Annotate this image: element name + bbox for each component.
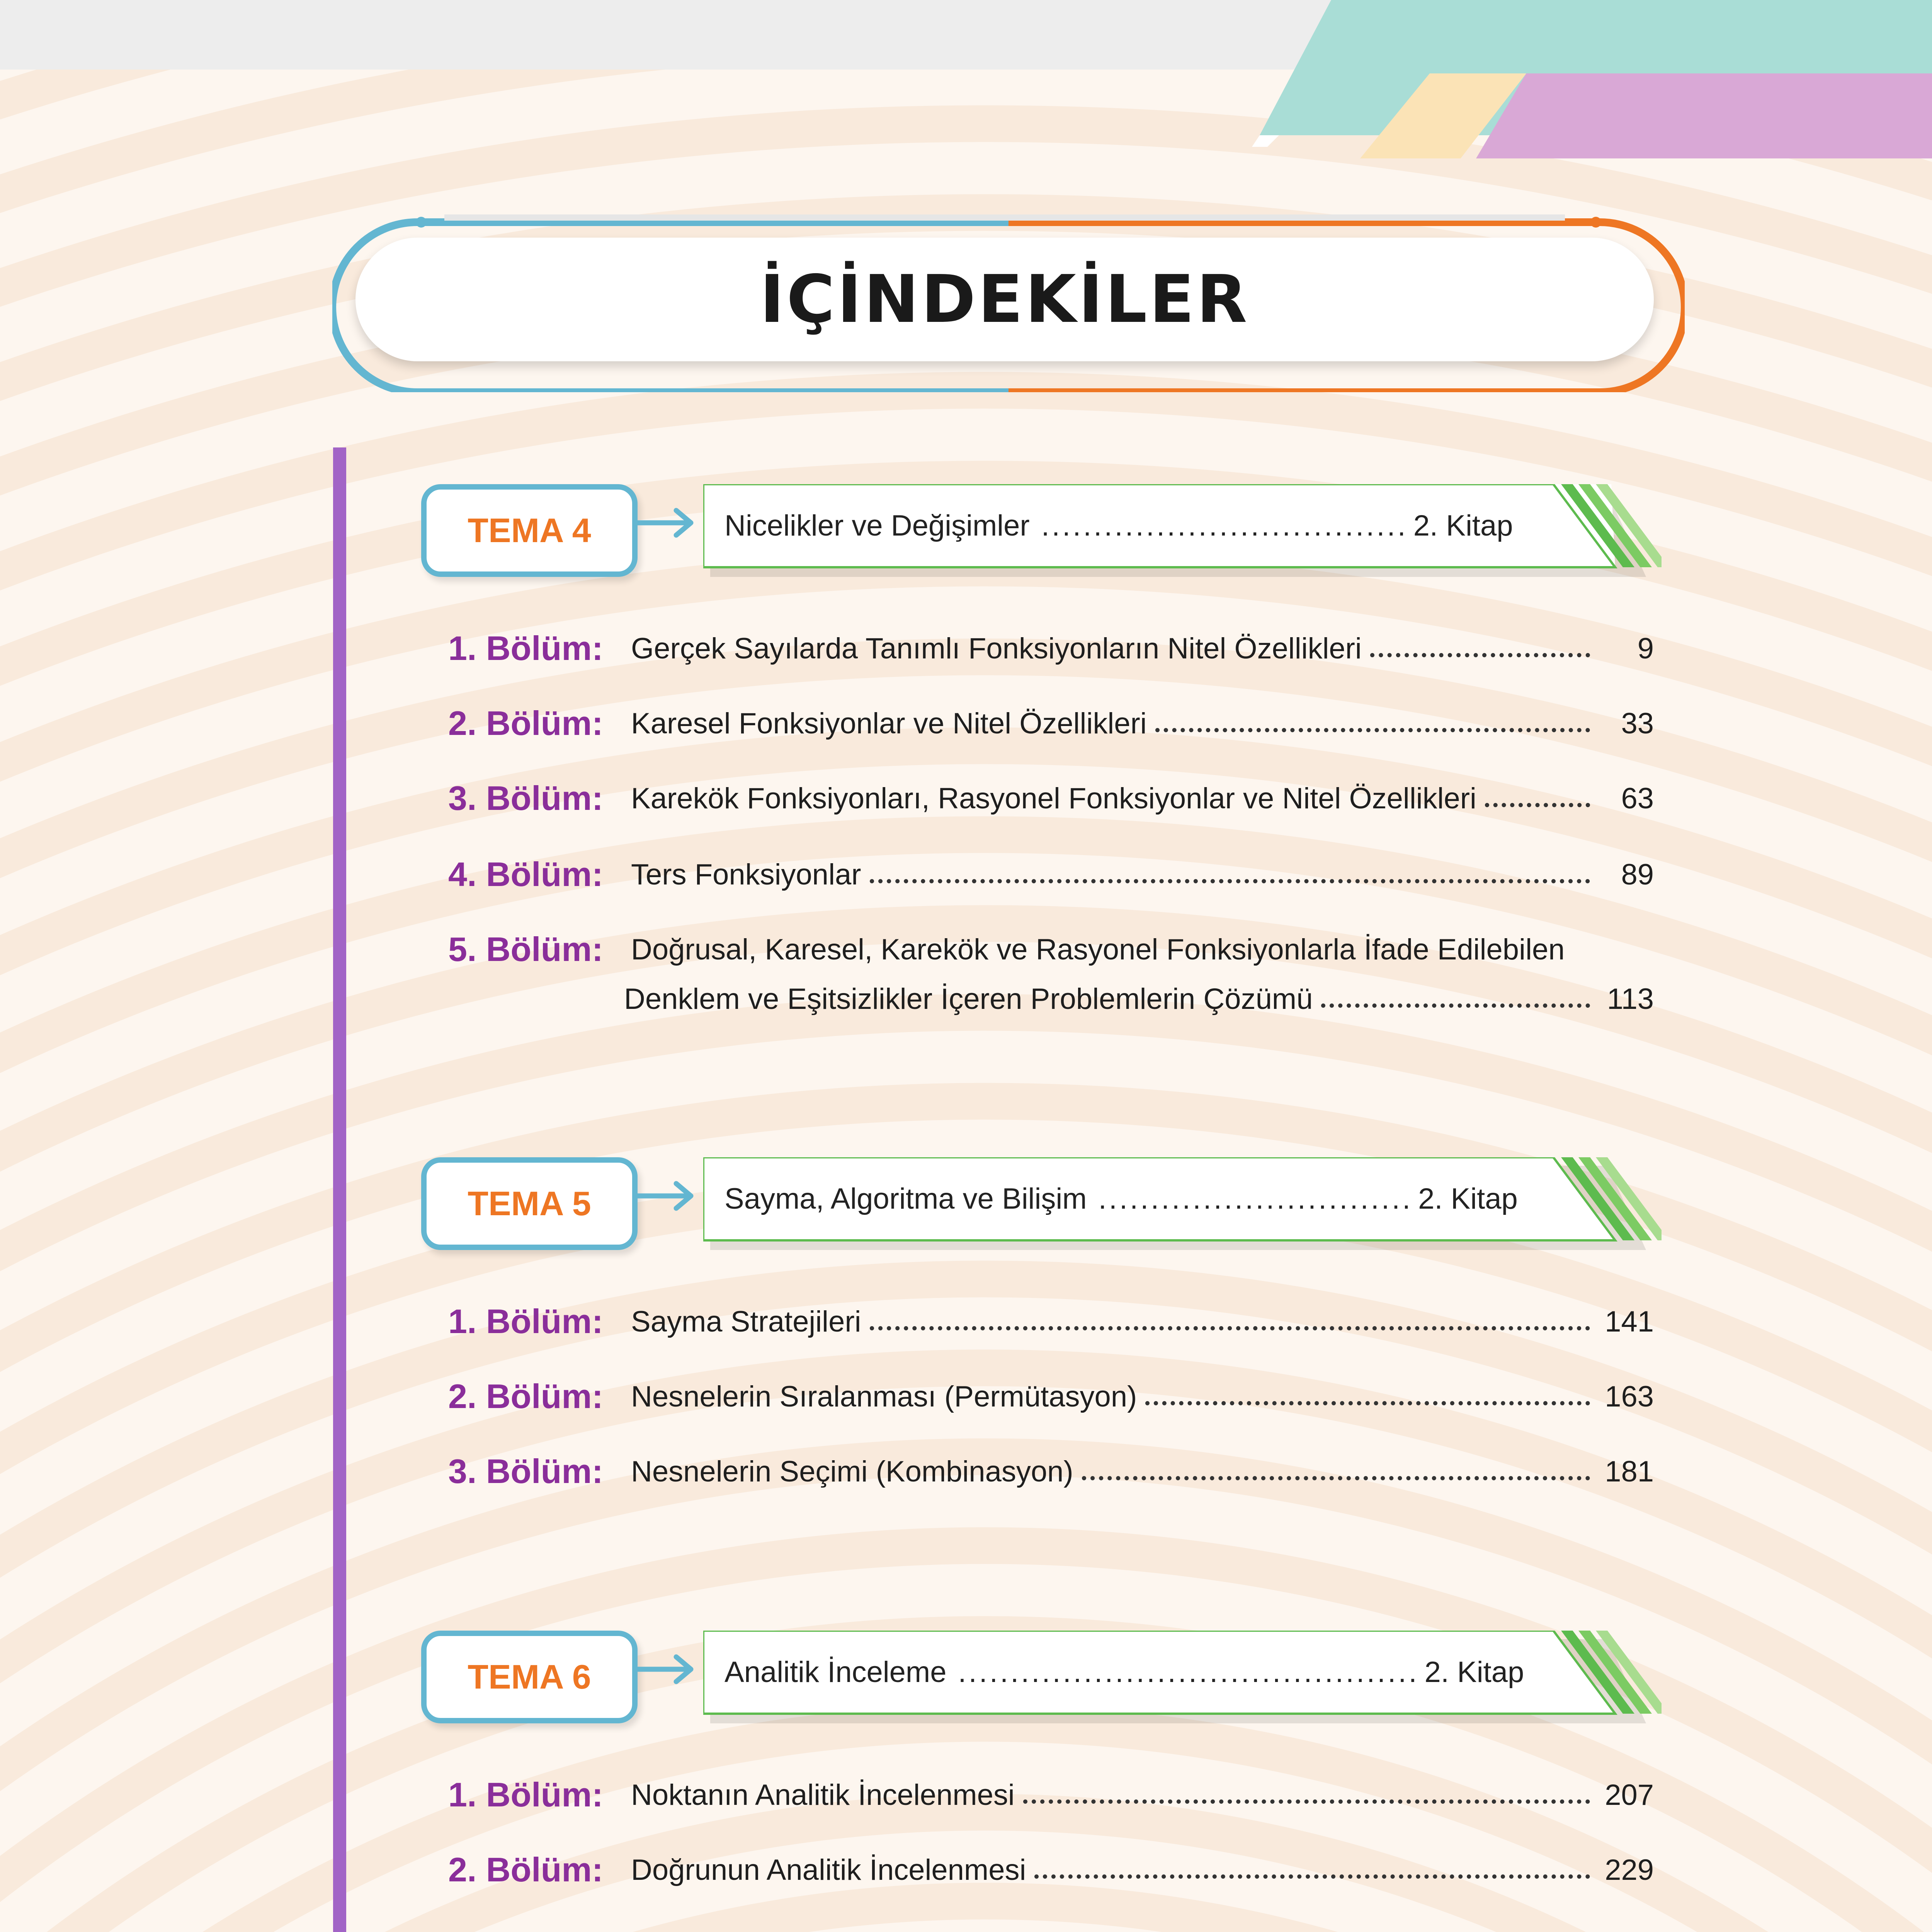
section-number: 1. Bölüm:: [448, 629, 603, 667]
leader-dots: [1485, 803, 1590, 807]
section-number: 2. Bölüm:: [448, 1850, 603, 1889]
tema-banner: [703, 1631, 1631, 1714]
page-number: 9: [1637, 632, 1654, 665]
page-number: 163: [1605, 1380, 1654, 1413]
tema-badge: [421, 484, 638, 577]
tema-banner: [703, 1157, 1631, 1240]
section-number: 3. Bölüm:: [448, 1452, 603, 1490]
title-capsule: [332, 214, 1685, 392]
toc-entry-continuation[interactable]: [624, 974, 1654, 1024]
section-number: 2. Bölüm:: [448, 1377, 603, 1415]
tema-badge: [421, 1157, 638, 1250]
title-panel: [355, 238, 1654, 361]
section-title: Karekök Fonksiyonları, Rasyonel Fonksiyonlar ve Nitel Özellikleri: [631, 782, 1476, 815]
section-title: Sayma Stratejileri: [631, 1305, 861, 1338]
tema-banner-ref: 2. Kitap: [1418, 1182, 1518, 1215]
page-number: 141: [1605, 1305, 1654, 1338]
section-title: Nesnelerin Sıralanması (Permütasyon): [631, 1380, 1137, 1413]
section-number: 5. Bölüm:: [448, 930, 603, 968]
page-number: 63: [1621, 782, 1654, 815]
section-title: Doğrusal, Karesel, Karekök ve Rasyonel Fonksiyonlarla İfade Edilebilen: [631, 933, 1565, 966]
leader-dots: [1082, 1476, 1590, 1480]
toc-entry[interactable]: [448, 1845, 1654, 1895]
section-number: 1. Bölüm:: [448, 1776, 603, 1814]
toc-entry[interactable]: [448, 1446, 1654, 1497]
tema-banner-title: Sayma, Algoritma ve Bilişim: [724, 1182, 1087, 1215]
section-title-line-2: Denklem ve Eşitsizlikler İçeren Problemlerin Çözümü: [624, 982, 1313, 1015]
section-number: 1. Bölüm:: [448, 1302, 603, 1340]
leader-dots: [1034, 1874, 1590, 1879]
vertical-rule: [333, 447, 346, 1932]
page-number: 89: [1621, 858, 1654, 891]
tema-banner-title: Analitik İnceleme: [724, 1656, 947, 1689]
page-number: 113: [1607, 982, 1654, 1015]
arrow-right-icon: [638, 1654, 696, 1685]
section-title: Noktanın Analitik İncelenmesi: [631, 1778, 1015, 1811]
section-title: Doğrunun Analitik İncelenmesi: [631, 1853, 1026, 1886]
leader-dots: [1321, 1003, 1590, 1008]
tema-banner: [703, 484, 1631, 567]
toc-entry[interactable]: [448, 924, 1654, 975]
leader-dots: [870, 879, 1590, 883]
page-title: İÇİNDEKİLER: [760, 261, 1250, 338]
leader-dots: [870, 1326, 1590, 1330]
page-number: 207: [1605, 1778, 1654, 1811]
toc-entry[interactable]: [448, 1770, 1654, 1820]
section-title: Karesel Fonksiyonlar ve Nitel Özellikleri: [631, 707, 1147, 740]
section-number: 4. Bölüm:: [448, 855, 603, 893]
leader-dots: ............................................: [958, 1656, 1419, 1689]
leader-dots: ...................................: [1041, 509, 1408, 542]
tema-label: TEMA 5: [468, 1184, 591, 1223]
toc-entry[interactable]: [448, 698, 1654, 748]
section-title: Ters Fonksiyonlar: [631, 858, 861, 891]
page-number: 181: [1605, 1455, 1654, 1488]
section-title: Nesnelerin Seçimi (Kombinasyon): [631, 1455, 1073, 1488]
tema-banner-title: Nicelikler ve Değişimler: [724, 509, 1030, 542]
toc-entry[interactable]: [448, 1371, 1654, 1422]
tema-label: TEMA 4: [468, 511, 591, 549]
toc-entry[interactable]: [448, 1296, 1654, 1347]
tema-banner-ref: 2. Kitap: [1413, 509, 1513, 542]
tema-label: TEMA 6: [468, 1658, 591, 1696]
toc-entry[interactable]: [448, 849, 1654, 900]
section-number: 2. Bölüm:: [448, 704, 603, 742]
leader-dots: [1370, 653, 1590, 657]
leader-dots: [1155, 728, 1590, 732]
tema-badge: [421, 1631, 638, 1723]
arrow-right-icon: [638, 507, 696, 538]
toc-entry[interactable]: [448, 773, 1654, 823]
section-number: 3. Bölüm:: [448, 779, 603, 817]
leader-dots: [1023, 1799, 1590, 1804]
page-number: 33: [1621, 707, 1654, 740]
section-title: Gerçek Sayılarda Tanımlı Fonksiyonların Nitel Özellikleri: [631, 632, 1362, 665]
toc-entry[interactable]: [448, 623, 1654, 673]
leader-dots: ..............................: [1098, 1182, 1413, 1215]
arrow-right-icon: [638, 1180, 696, 1211]
page-number: 229: [1605, 1853, 1654, 1886]
tema-banner-ref: 2. Kitap: [1424, 1656, 1524, 1689]
leader-dots: [1145, 1401, 1590, 1405]
